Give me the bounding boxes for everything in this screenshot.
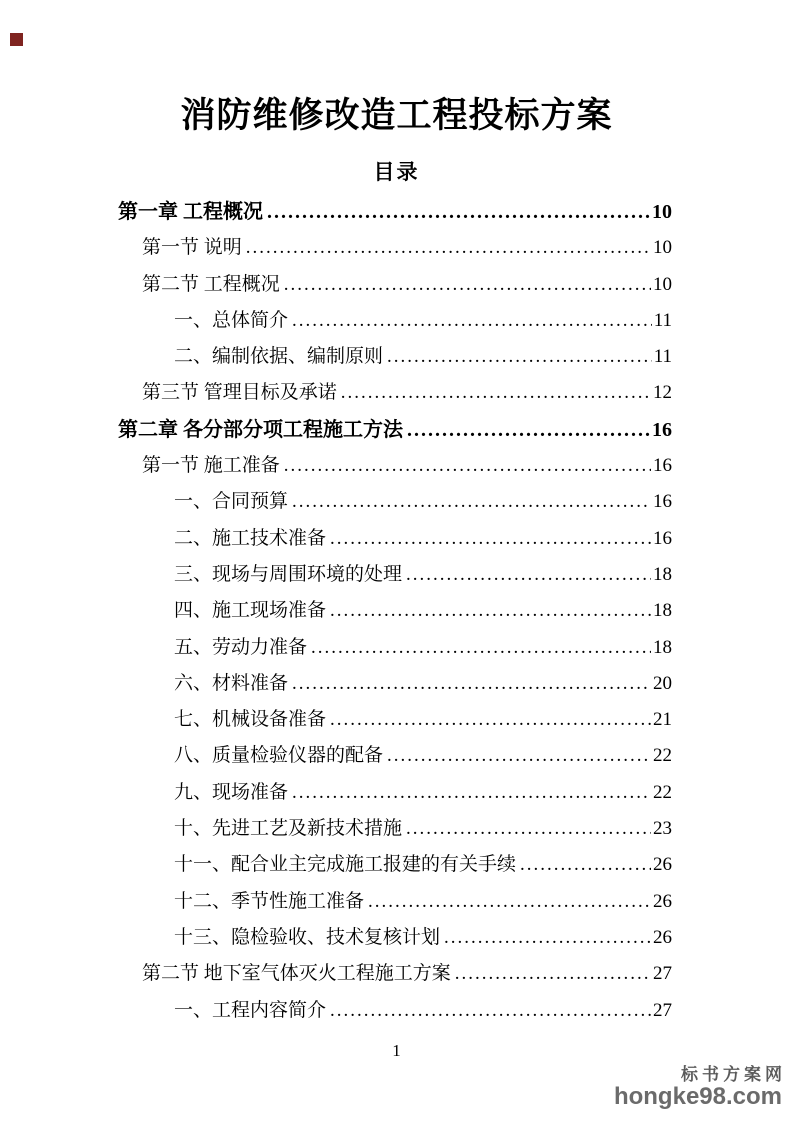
toc-entry[interactable]	[118, 521, 672, 557]
table-of-contents	[118, 194, 672, 1029]
toc-entry[interactable]	[118, 702, 672, 738]
toc-entry[interactable]	[118, 956, 672, 992]
toc-entry[interactable]	[118, 993, 672, 1029]
toc-entry-label: 十、先进工艺及新技术措施	[174, 818, 403, 840]
toc-entry-label: 第一章 工程概况	[118, 201, 263, 223]
toc-entry[interactable]	[118, 775, 672, 811]
toc-entry-page: 10	[653, 237, 672, 259]
toc-entry[interactable]	[118, 303, 672, 339]
toc-entry-label: 第二节 工程概况	[142, 273, 280, 295]
toc-entry-page: 27	[653, 999, 672, 1021]
toc-leader-dots	[330, 702, 651, 738]
toc-leader-dots	[407, 412, 650, 448]
toc-entry[interactable]	[118, 230, 672, 266]
toc-entry-label: 第二节 地下室气体灭火工程施工方案	[142, 963, 451, 985]
toc-entry-label: 第一节 说明	[142, 237, 242, 259]
toc-entry-label: 第三节 管理目标及承诺	[142, 382, 337, 404]
toc-entry-page: 11	[653, 309, 672, 331]
toc-entry-page: 16	[652, 418, 672, 441]
toc-leader-dots	[520, 847, 651, 883]
toc-entry[interactable]	[118, 884, 672, 920]
toc-heading: 目录	[373, 160, 420, 184]
toc-entry[interactable]	[118, 375, 672, 411]
toc-entry[interactable]	[118, 339, 672, 375]
toc-entry-label: 五、劳动力准备	[174, 636, 308, 658]
toc-entry-page: 16	[653, 455, 672, 477]
toc-entry-page: 21	[653, 709, 672, 731]
toc-leader-dots	[292, 303, 652, 339]
toc-entry-label: 七、机械设备准备	[174, 709, 327, 731]
toc-entry-label: 十二、季节性施工准备	[174, 890, 365, 912]
toc-entry[interactable]	[118, 194, 672, 230]
footer-page-number: 1	[392, 1041, 401, 1060]
toc-entry-label: 二、编制依据、编制原则	[174, 346, 384, 368]
toc-leader-dots	[292, 484, 651, 520]
toc-leader-dots	[284, 448, 651, 484]
toc-leader-dots	[330, 521, 651, 557]
toc-leader-dots	[444, 920, 651, 956]
toc-entry-page: 18	[653, 563, 672, 585]
toc-leader-dots	[341, 375, 651, 411]
toc-entry-page: 18	[653, 636, 672, 658]
toc-entry-page: 20	[653, 672, 672, 694]
toc-entry-label: 二、施工技术准备	[174, 527, 327, 549]
toc-entry[interactable]	[118, 557, 672, 593]
toc-entry-page: 26	[653, 926, 672, 948]
toc-entry-label: 一、总体简介	[174, 309, 289, 331]
toc-entry-label: 一、工程内容简介	[174, 999, 327, 1021]
toc-entry[interactable]	[118, 484, 672, 520]
toc-entry-page: 26	[653, 890, 672, 912]
toc-leader-dots	[311, 630, 651, 666]
toc-entry-label: 一、合同预算	[174, 491, 289, 513]
toc-entry-page: 18	[653, 600, 672, 622]
toc-entry[interactable]	[118, 666, 672, 702]
toc-entry-page: 16	[653, 491, 672, 513]
toc-leader-dots	[267, 194, 650, 230]
toc-entry-page: 23	[653, 818, 672, 840]
toc-leader-dots	[406, 557, 651, 593]
toc-leader-dots	[406, 811, 651, 847]
toc-entry-label: 四、施工现场准备	[174, 600, 327, 622]
toc-entry-page: 22	[653, 745, 672, 767]
toc-leader-dots	[292, 666, 651, 702]
toc-entry-label: 九、现场准备	[174, 781, 289, 803]
toc-leader-dots	[330, 593, 651, 629]
document-title: 消防维修改造工程投标方案	[180, 96, 613, 135]
toc-entry[interactable]	[118, 847, 672, 883]
toc-entry-page: 26	[653, 854, 672, 876]
toc-entry-page: 10	[652, 201, 672, 223]
toc-leader-dots	[330, 993, 651, 1029]
toc-entry[interactable]	[118, 593, 672, 629]
toc-entry-label: 六、材料准备	[174, 672, 289, 694]
toc-entry[interactable]	[118, 920, 672, 956]
toc-entry-page: 22	[653, 781, 672, 803]
toc-entry-label: 十一、配合业主完成施工报建的有关手续	[174, 854, 517, 876]
toc-entry[interactable]	[118, 267, 672, 303]
toc-entry[interactable]	[118, 811, 672, 847]
toc-entry[interactable]	[118, 448, 672, 484]
toc-entry-page: 11	[653, 346, 672, 368]
corner-mark	[10, 33, 23, 46]
toc-leader-dots	[284, 267, 651, 303]
toc-leader-dots	[387, 738, 651, 774]
watermark	[613, 1065, 786, 1110]
toc-entry-label: 第一节 施工准备	[142, 455, 280, 477]
watermark-site-url[interactable]: hongke98.com	[613, 1082, 782, 1110]
toc-entry-label: 第二章 各分部分项工程施工方法	[118, 418, 403, 441]
toc-entry[interactable]	[118, 738, 672, 774]
toc-entry-page: 10	[653, 273, 672, 295]
toc-entry-page: 12	[653, 382, 672, 404]
toc-entry-label: 八、质量检验仪器的配备	[174, 745, 384, 767]
toc-entry-label: 十三、隐检验收、技术复核计划	[174, 926, 441, 948]
toc-entry-page: 27	[653, 963, 672, 985]
toc-leader-dots	[455, 956, 651, 992]
toc-leader-dots	[246, 230, 651, 266]
toc-leader-dots	[292, 775, 651, 811]
toc-entry[interactable]	[118, 630, 672, 666]
toc-leader-dots	[387, 339, 652, 375]
watermark-site-name: 标书方案网	[681, 1065, 786, 1084]
toc-entry-page: 16	[653, 527, 672, 549]
toc-entry[interactable]	[118, 412, 672, 448]
toc-leader-dots	[368, 884, 651, 920]
toc-entry-label: 三、现场与周围环境的处理	[174, 563, 403, 585]
